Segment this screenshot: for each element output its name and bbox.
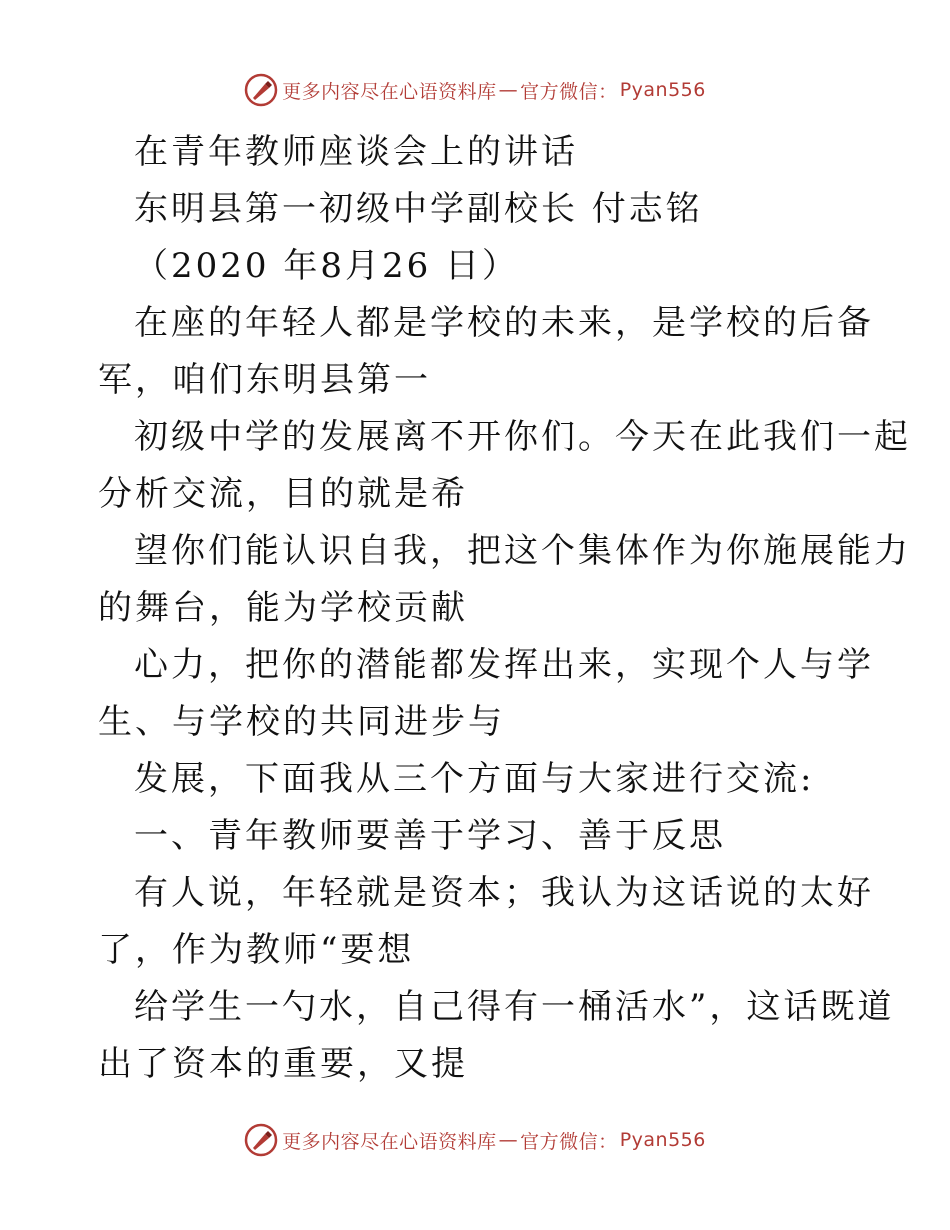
section-heading: 一、青年教师要善于学习、善于反思 bbox=[134, 816, 726, 856]
banner-site-text: 更多内容尽在心语资料库 bbox=[282, 1130, 497, 1153]
header-watermark-banner bbox=[0, 70, 950, 110]
banner-wechat-label: 官方微信： bbox=[520, 1130, 618, 1153]
pen-nib-icon bbox=[244, 73, 278, 107]
text-line: 心力，把你的潜能都发挥出来，实现个人与学 bbox=[134, 645, 874, 685]
banner-wechat-id: Pyan556 bbox=[619, 79, 706, 101]
doc-author: 东明县第一初级中学副校长 付志铭 bbox=[134, 189, 703, 229]
text-line: 了，作为教师“要想 bbox=[98, 930, 415, 970]
banner-site-text: 更多内容尽在心语资料库 bbox=[282, 80, 497, 103]
text-line: 分析交流，目的就是希 bbox=[98, 474, 468, 514]
banner-wechat-id: Pyan556 bbox=[619, 1129, 706, 1151]
doc-date: （2020 年8月26 日） bbox=[134, 246, 520, 286]
text-line: 望你们能认识自我，把这个集体作为你施展能力 bbox=[134, 531, 911, 571]
text-line: 的舞台，能为学校贡献 bbox=[98, 588, 468, 628]
text-line: 出了资本的重要，又提 bbox=[98, 1044, 468, 1084]
pen-nib-icon bbox=[244, 1123, 278, 1157]
banner-separator: — bbox=[498, 1129, 519, 1151]
text-line: 初级中学的发展离不开你们。今天在此我们一起 bbox=[134, 417, 911, 457]
text-line: 给学生一勺水，自己得有一桶活水”，这话既道 bbox=[134, 987, 895, 1027]
footer-watermark-banner bbox=[0, 1120, 950, 1160]
text-line: 有人说，年轻就是资本；我认为这话说的太好 bbox=[134, 873, 874, 913]
text-line: 发展，下面我从三个方面与大家进行交流: bbox=[134, 759, 815, 799]
banner-wechat-label: 官方微信： bbox=[520, 80, 618, 103]
text-line: 生、与学校的共同进步与 bbox=[98, 702, 505, 742]
text-line: 在座的年轻人都是学校的未来，是学校的后备 bbox=[134, 303, 874, 343]
text-line: 军，咱们东明县第一 bbox=[98, 360, 431, 400]
doc-title: 在青年教师座谈会上的讲话 bbox=[134, 132, 578, 172]
banner-separator: — bbox=[498, 79, 519, 101]
